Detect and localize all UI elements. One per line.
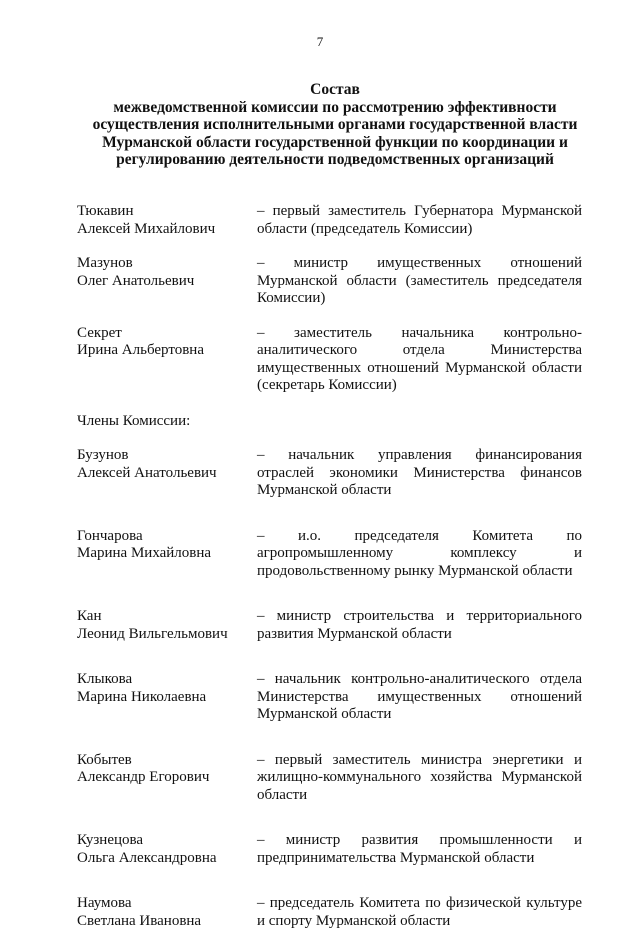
member-name	[77, 203, 257, 238]
member-entry	[77, 528, 582, 581]
title-line: межведомственной комиссии по рассмотрению эффективности	[70, 99, 600, 117]
member-entry	[77, 447, 582, 500]
member-surname: Секрет	[77, 325, 257, 343]
member-role: – первый заместитель министра энергетики и жилищно-коммунального хозяйства Мурманской области	[257, 752, 582, 805]
member-surname: Кан	[77, 608, 257, 626]
title-line: регулированию деятельности подведомственных организаций	[70, 151, 600, 169]
member-name	[77, 447, 257, 500]
member-given-names: Алексей Анатольевич	[77, 465, 257, 483]
member-surname: Кобытев	[77, 752, 257, 770]
member-entry	[77, 671, 582, 724]
member-entry	[77, 255, 582, 308]
title-line: Состав	[70, 81, 600, 99]
member-given-names: Марина Михайловна	[77, 545, 257, 563]
member-role: – министр развития промышленности и предпринимательства Мурманской области	[257, 832, 582, 867]
members-section-label: Члены Комиссии:	[77, 413, 582, 431]
member-name	[77, 832, 257, 867]
member-entry	[77, 895, 582, 930]
member-role: – председатель Комитета по физической культуре и спорту Мурманской области	[257, 895, 582, 930]
title-line: Мурманской области государственной функции по координации и	[70, 134, 600, 152]
member-name	[77, 671, 257, 724]
page-number: 7	[0, 34, 640, 50]
member-given-names: Алексей Михайлович	[77, 221, 257, 239]
member-surname: Мазунов	[77, 255, 257, 273]
member-entry	[77, 832, 582, 867]
member-role: – и.о. председателя Комитета по агропромышленному комплексу и продовольственному рынку Мурманской области	[257, 528, 582, 581]
member-name	[77, 255, 257, 308]
member-surname: Наумова	[77, 895, 257, 913]
member-list	[77, 203, 582, 930]
member-role: – министр строительства и территориального развития Мурманской области	[257, 608, 582, 643]
member-given-names: Леонид Вильгельмович	[77, 626, 257, 644]
title-line: осуществления исполнительными органами государственной власти	[70, 116, 600, 134]
member-role: – начальник управления финансирования отраслей экономики Министерства финансов Мурманской области	[257, 447, 582, 500]
member-surname: Кузнецова	[77, 832, 257, 850]
member-role: – министр имущественных отношений Мурманской области (заместитель председателя Комиссии)	[257, 255, 582, 308]
member-given-names: Александр Егорович	[77, 769, 257, 787]
member-surname: Бузунов	[77, 447, 257, 465]
member-name	[77, 895, 257, 930]
member-entry	[77, 608, 582, 643]
member-given-names: Марина Николаевна	[77, 689, 257, 707]
member-given-names: Ирина Альбертовна	[77, 342, 257, 360]
document-title	[70, 81, 600, 169]
member-entry	[77, 203, 582, 238]
member-role: – начальник контрольно-аналитического отдела Министерства имущественных отношений Мурманской области	[257, 671, 582, 724]
member-given-names: Светлана Ивановна	[77, 913, 257, 930]
member-name	[77, 325, 257, 395]
member-surname: Гончарова	[77, 528, 257, 546]
member-surname: Клыкова	[77, 671, 257, 689]
member-name	[77, 752, 257, 805]
member-name	[77, 608, 257, 643]
member-given-names: Олег Анатольевич	[77, 273, 257, 291]
member-name	[77, 528, 257, 581]
member-role: – заместитель начальника контрольно-аналитического отдела Министерства имущественных отношений Мурманской области (секретарь Комиссии)	[257, 325, 582, 395]
member-surname: Тюкавин	[77, 203, 257, 221]
member-entry	[77, 325, 582, 395]
member-entry	[77, 752, 582, 805]
member-given-names: Ольга Александровна	[77, 850, 257, 868]
member-role: – первый заместитель Губернатора Мурманской области (председатель Комиссии)	[257, 203, 582, 238]
